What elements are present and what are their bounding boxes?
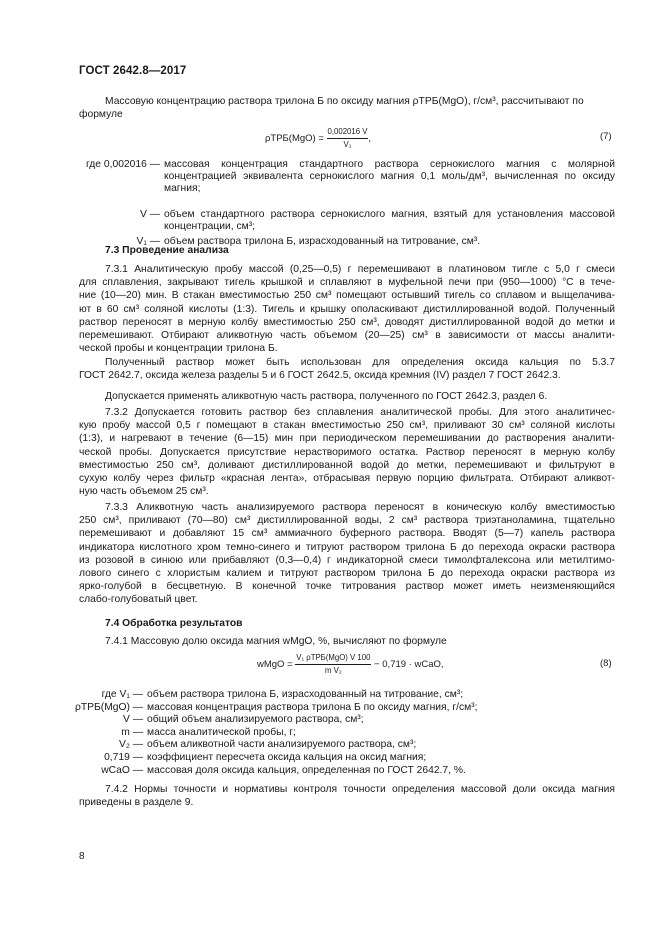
text-line: Полученный раствор может быть использован для определения оксида кальция по 5.3.7 (105, 357, 615, 368)
legend-row (79, 714, 615, 727)
text-line: для сплавления, закрывают тигель крышкой и сплавляют в муфельной печи при (950—1000) °С в тече- (79, 277, 615, 289)
text-line: 7.4.2 Нормы точности и нормативы контроля точности определения массовой доли оксида магния (105, 784, 615, 795)
formula-legend (75, 689, 615, 777)
text-line: 7.3.2 Допускается готовить раствор без сплавления аналитической пробы. Для этого аналитичес- (105, 407, 615, 418)
text-line: приведены в разделе 9. (79, 797, 194, 809)
formula-tail: , (368, 133, 372, 145)
formula-lhs: wMgO = (257, 659, 293, 671)
legend-symbol: где 0,002016 — (86, 159, 160, 170)
formula-denominator: m V₂ (324, 666, 342, 675)
legend-text: масса аналитической пробы, г; (147, 726, 296, 738)
text-line: сухую колбу через фильтр «красная лента», отбрасывая первую порцию фильтрата. Отбирают аликвот- (79, 473, 615, 485)
equation-number: (8) (600, 658, 612, 669)
legend-symbol: m — (121, 726, 143, 738)
text-line: ГОСТ 2642.7, оксида железа разделы 5 и 6 ГОСТ 2642.5, оксида кремния (IV) раздел 7 ГОСТ 2642.3. (79, 370, 561, 382)
text-line: Массовую концентрацию раствора трилона Б по оксиду магния ρТРБ(MgO), г/см³, рассчитывают по (105, 96, 584, 107)
formula-lhs: ρТРБ(MgO) = (265, 133, 324, 145)
legend-row (79, 209, 615, 233)
legend-row (75, 701, 615, 715)
legend-text: общий объем анализируемого раствора, см³; (147, 714, 364, 726)
page-number: 8 (79, 851, 85, 862)
text-line: лового синего с хлористым калием и титруют раствором трилона Б до перехода окраски раствора из (79, 568, 615, 580)
formula-numerator: 0,002016 V (327, 127, 369, 139)
legend-row (79, 689, 615, 702)
paragraph-7-4-1: 7.4.1 Массовую долю оксида магния wMgO, %, вычисляют по формуле (105, 636, 447, 647)
legend-text: объем аликвотной части анализируемого раствора, см³; (147, 739, 417, 751)
legend-symbol: 0,719 — (104, 751, 143, 763)
text-line: индикатора кислотного хром темно-синего и титруют раствором трилона Б до перехода окраски раствора (79, 541, 615, 553)
intro-paragraph (79, 95, 615, 121)
text-line: ную часть объемом 25 см³. (79, 486, 209, 498)
formula-fraction (327, 127, 372, 150)
legend-symbol: V₂ — (118, 739, 143, 751)
text-line: 7.3.3 Аликвотную часть анализируемого раствора переносят в коническую колбу вместимостью (105, 502, 615, 513)
section-heading: 7.3 Проведение анализа (105, 245, 229, 256)
text-line: ческой пробы. Допускается присутствие нерастворимого остатка. Раствор переносят в мерную колбу (79, 446, 615, 458)
paragraph-7-3-3 (79, 501, 615, 607)
legend-row (79, 765, 615, 778)
formula-legend (79, 159, 615, 249)
formula-denominator: V₁ (343, 140, 352, 149)
text-line: ярко-голубой в бесцветную. В конечной точке титрования раствор может иметь неизменяющийся (79, 581, 615, 593)
text-line: (1:3), и нагревают в течение (6—15) мин при периодическом перемешивании до растворения аналити- (79, 433, 615, 445)
legend-symbol: V — (122, 714, 143, 726)
text-line: перемешивают. Отбирают аликвотную часть объемом (20—25) см³ в зависимости от массы аналити- (79, 330, 615, 342)
paragraph-7-4-2 (79, 783, 615, 809)
text-line: из розовой в синюю или прибавляют (0,3—0,4) г индикаторной смеси тимолфталексона или метилтимо- (79, 554, 615, 566)
text-line: слабо-голубоватый цвет. (79, 594, 198, 606)
formula-tail: − 0,719 · wCaO, (374, 659, 444, 671)
legend-symbol: V₁ — (136, 236, 160, 247)
text-line: перемешивают и добавляют 15 см³ аммиачного буферного раствора. Вводят (5—7) капель раствора (79, 528, 615, 540)
text-line: ческой пробы и концентрации трилона Б. (79, 343, 278, 355)
text-line: 250 см³, приливают (70—80) см³ дистиллированной воды, 2 см³ раствора триэтаноламина, тщательно (79, 515, 615, 527)
paragraph-7-3-2 (79, 406, 615, 498)
formula-7 (265, 127, 371, 150)
legend-symbol: ρТРБ(MgO) — (75, 701, 144, 713)
equation-number: (7) (600, 131, 612, 142)
legend-text: объем стандартного раствора сернокислого магния, взятый для установления массовой концентрации, см³; (164, 209, 615, 233)
paragraph-7-3-1 (79, 263, 615, 355)
legend-row (79, 752, 615, 765)
section-heading: 7.4 Обработка результатов (105, 618, 243, 629)
text-line: 7.3.1 Аналитическую пробу массой (0,25—0,5) г перемешивают в платиновом тигле с 5,0 г смеси (105, 264, 615, 275)
text-line: раствор переносят в мерную колбу вместимостью 250 см³, доводят дистиллированной водой до метки и (79, 316, 615, 328)
text-line: ние (10—20) мин. В стакан вместимостью 250 см³ помещают остывший тигель со сплавом и выщелачива- (79, 290, 615, 302)
legend-symbol: V — (139, 209, 160, 220)
legend-text: массовая концентрация стандартного раствора сернокислого магния c молярной концентрацией эквивалента сернокислого магния 0,1 моль/дм³, вычисленная по оксиду магния; (164, 159, 615, 195)
legend-row (79, 739, 615, 752)
legend-row (79, 159, 615, 208)
legend-text: объем раствора трилона Б, израсходованный на титрование, см³; (147, 689, 464, 700)
text-line: ют в 60 см³ соляной кислоты (1:3). Тигель и крышку ополаскивают дистиллированной водой. Полученный (79, 303, 615, 315)
paragraph-7-3-1-b (79, 356, 615, 382)
legend-text: коэффициент пересчета оксида кальция на оксид магния; (147, 751, 427, 763)
text-line: кую пробу массой 0,5 г помещают в стакан вместимостью 250 см³, приливают 30 см³ соляной кислоты (79, 420, 615, 432)
legend-row (79, 727, 615, 740)
paragraph-7-3-1-c: Допускается применять аликвотную часть раствора, полученного по ГОСТ 2642.3, раздел 6. (105, 391, 548, 402)
formula-fraction (295, 653, 371, 676)
text-line: вместимостью 250 см³, доливают дистиллированной водой до метки, перемешивают и фильтруют в (79, 459, 615, 471)
formula-8 (257, 653, 444, 676)
legend-text: массовая доля оксида кальция, определенная по ГОСТ 2642.7, %. (147, 764, 466, 776)
legend-text: массовая концентрация раствора трилона Б по оксиду магния, г/см³; (147, 701, 478, 713)
legend-symbol: где V₁ — (101, 689, 143, 700)
document-header: ГОСТ 2642.8—2017 (79, 65, 187, 77)
legend-text: объем раствора трилона Б, израсходованный на титрование, см³. (164, 236, 481, 247)
legend-symbol: wCaO — (101, 764, 143, 776)
formula-numerator: V₁ ρТРБ(MgO) V 100 (295, 653, 371, 665)
text-line: формуле (79, 109, 123, 121)
